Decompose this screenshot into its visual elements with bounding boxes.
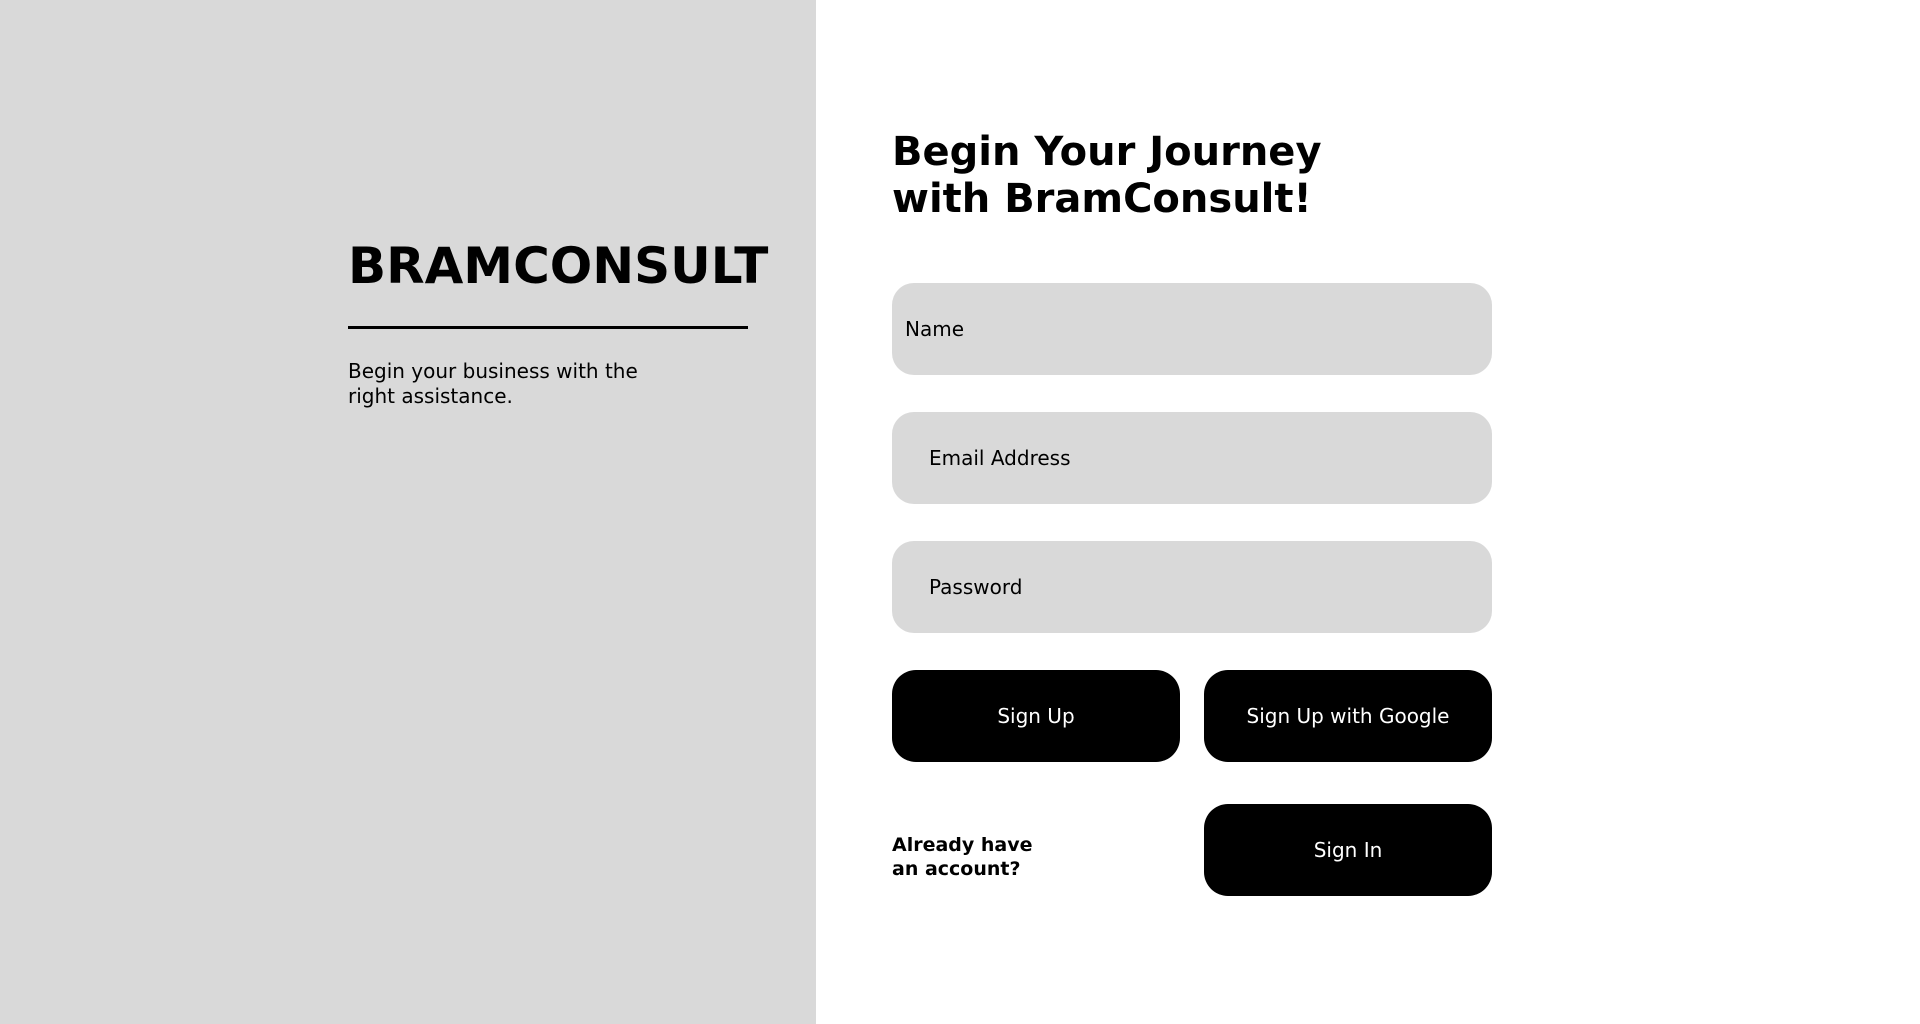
sign-up-google-button[interactable]	[1204, 670, 1492, 762]
sign-in-button-label: Sign In	[1313, 838, 1383, 862]
brand-divider	[348, 326, 748, 329]
account-prompt: Already have an account?	[892, 834, 1033, 880]
form-heading: Begin Your Journey with BramConsult!	[892, 129, 1322, 222]
brand-tagline: Begin your business with the right assistance.	[348, 359, 638, 408]
brand-panel	[0, 0, 816, 1024]
sign-up-button[interactable]	[892, 670, 1180, 762]
sign-in-button[interactable]	[1204, 804, 1492, 896]
password-input[interactable]	[892, 541, 1492, 633]
brand-title: BRAMCONSULT	[348, 237, 769, 295]
name-input[interactable]	[892, 283, 1492, 375]
email-input[interactable]	[892, 412, 1492, 504]
sign-up-button-label: Sign Up	[997, 704, 1075, 728]
sign-up-google-button-label: Sign Up with Google	[1246, 704, 1450, 728]
